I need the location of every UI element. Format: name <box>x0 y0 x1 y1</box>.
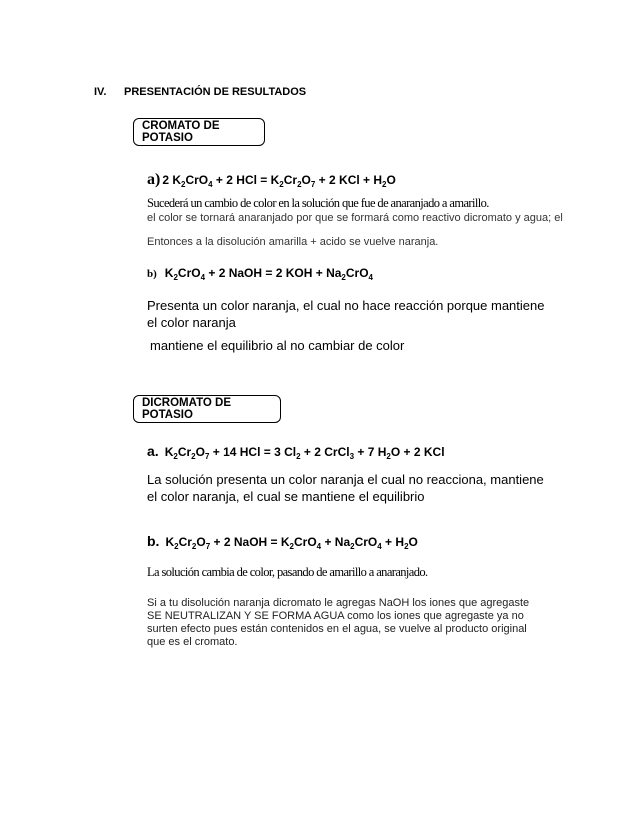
dicromato-b-note: La solución cambia de color, pasando de amarillo a anaranjado. <box>147 565 428 579</box>
dicromato-b-equation: $K_2Cr_2O_7 + 2$ NaOH = $K_2CrO_4 + Na_2CrO_4 + H_2O$ <box>165 535 418 551</box>
dicromato-a-label: a. <box>147 443 159 459</box>
dicromato-label: DICROMATO DE POTASIO <box>142 397 232 421</box>
cromato-a-note3: Entonces a la disolución amarilla + acido se vuelve naranja. <box>147 236 439 248</box>
cromato-label-box <box>133 118 265 146</box>
dicromato-a-line <box>147 443 445 459</box>
cromato-b-line <box>147 266 373 280</box>
cromato-a-line <box>147 171 396 189</box>
cromato-a-equation: 2 $K_2CrO_4 + 2$ HCl = $K_2Cr_2O_7 + 2$ KCl + $H_2O$ <box>162 173 396 189</box>
cromato-label: CROMATO DE POTASIO <box>142 120 220 144</box>
dicromato-b-text: Si a tu disolución naranja dicromato le agregas NaOH los iones que agregaste SE NEUTRALIZAN Y SE FORMA AGUA como los iones que agregaste ya no surten efecto pues están contenidos en el agua, se vuelve al producto original que es el cromato. <box>147 597 530 648</box>
section-title: PRESENTACIÓN DE RESULTADOS <box>124 86 307 98</box>
cromato-a-label: a) <box>147 171 161 188</box>
dicromato-label-box <box>133 395 281 423</box>
cromato-a-note1: Sucederá un cambio de color en la solución que fue de anaranjado a amarillo. <box>147 196 489 210</box>
cromato-b-label: b) <box>147 268 157 280</box>
cromato-a-note2: el color se tornará anaranjado por que se formará como reactivo dicromato y agua; el <box>147 212 563 224</box>
dicromato-b-label: b. <box>147 533 160 549</box>
cromato-b-text2: mantiene el equilibrio al no cambiar de color <box>150 338 405 353</box>
cromato-b-text1: Presenta un color naranja, el cual no hace reacción porque mantiene el color naranja <box>147 298 545 330</box>
cromato-b-equation: $K_2CrO_4 + 2$ NaOH = 2 KOH + $Na_2CrO_4$ <box>164 266 373 282</box>
dicromato-a-equation: $K_2Cr_2O_7 + 14$ HCl = 3 $Cl_2 + 2$ CrCl$_3$ + 7 $H_2O + 2$ KCl <box>164 445 445 461</box>
dicromato-b-line <box>147 533 418 549</box>
dicromato-a-text: La solución presenta un color naranja el cual no reacciona, mantiene el color naranja, el cual se mantiene el equilibrio <box>147 472 544 504</box>
section-number: IV. <box>94 86 107 98</box>
